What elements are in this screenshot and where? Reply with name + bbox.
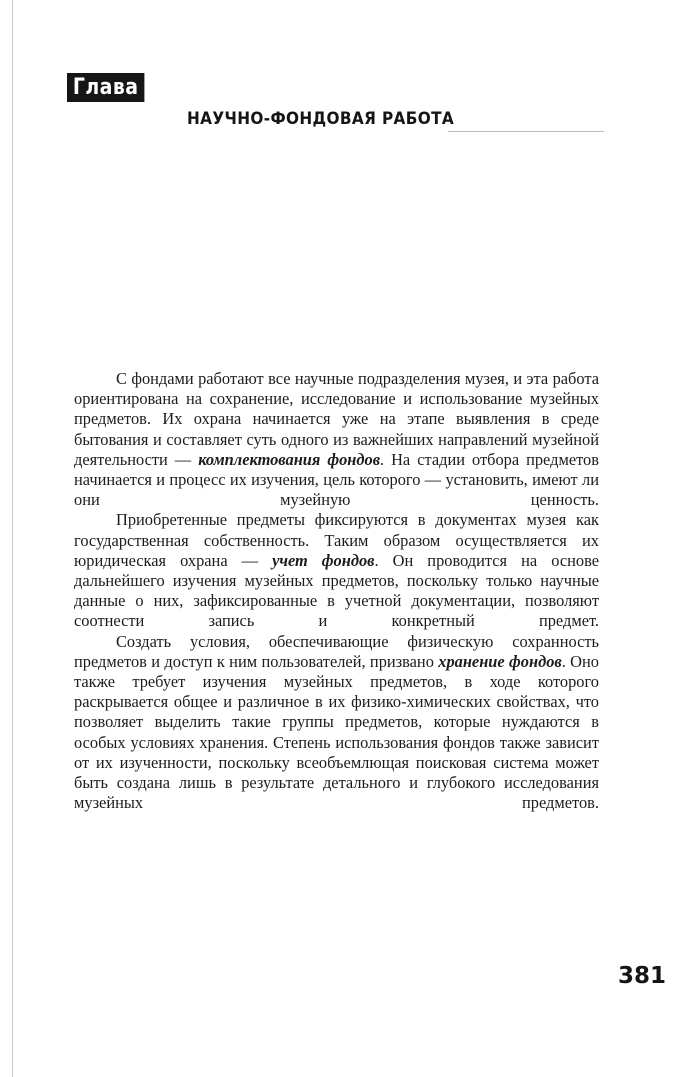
term-storage: хранение фондов: [438, 651, 562, 671]
page-number: 381: [618, 963, 667, 989]
page-spine-line: [12, 0, 13, 1077]
paragraph-3: [74, 632, 599, 814]
title-rule: [448, 131, 604, 132]
chapter-title: НАУЧНО-ФОНДОВАЯ РАБОТА: [187, 109, 455, 129]
chapter-label: Глава 4: [67, 73, 144, 102]
paragraph-2-text-a: Приобретенные предметы фиксируются в документах музея как государственная собственность. Таким образом осуществляется их юридическая охрана —: [74, 510, 599, 570]
paragraph-2-text-b: . Он проводится на основе дальнейшего изучения музейных предметов, поскольку только научные данные о них, зафиксированные в учетной документации, позволяют соотнести запись и конкретный предмет.: [74, 550, 599, 631]
paragraph-3-text-b: . Оно также требует изучения музейных предметов, в ходе которого раскрывается общее и различное в их физико-химических свойствах, что позволяет выделить такие группы предметов, которые нуждаются в особых условиях хранения. Степень использования фондов также зависит от их изученности, поскольку всеобъемлющая поисковая система может быть создана лишь в результате детального и глубокого исследования музейных предметов.: [74, 651, 599, 813]
paragraph-1: [74, 369, 599, 510]
paragraph-3-text-a: Создать условия, обеспечивающие физическую сохранность предметов и доступ к ним пользователей, призвано: [74, 631, 599, 671]
term-accounting: учет фондов: [272, 550, 375, 570]
paragraph-1-text-a: С фондами работают все научные подразделения музея, и эта работа ориентирована на сохранение, исследование и использование музейных предметов. Их охрана начинается уже на этапе выявления в среде бытования и составляет суть одного из важнейших направлений музейной деятельности —: [74, 369, 599, 469]
paragraph-1-text-b: . На стадии отбора предметов начинается и процесс их изучения, цель которого — установить, имеют ли они музейную ценность.: [74, 449, 599, 510]
term-collection: комплектования фондов: [198, 449, 381, 469]
paragraph-2: [74, 510, 599, 631]
body-text: [74, 369, 599, 813]
